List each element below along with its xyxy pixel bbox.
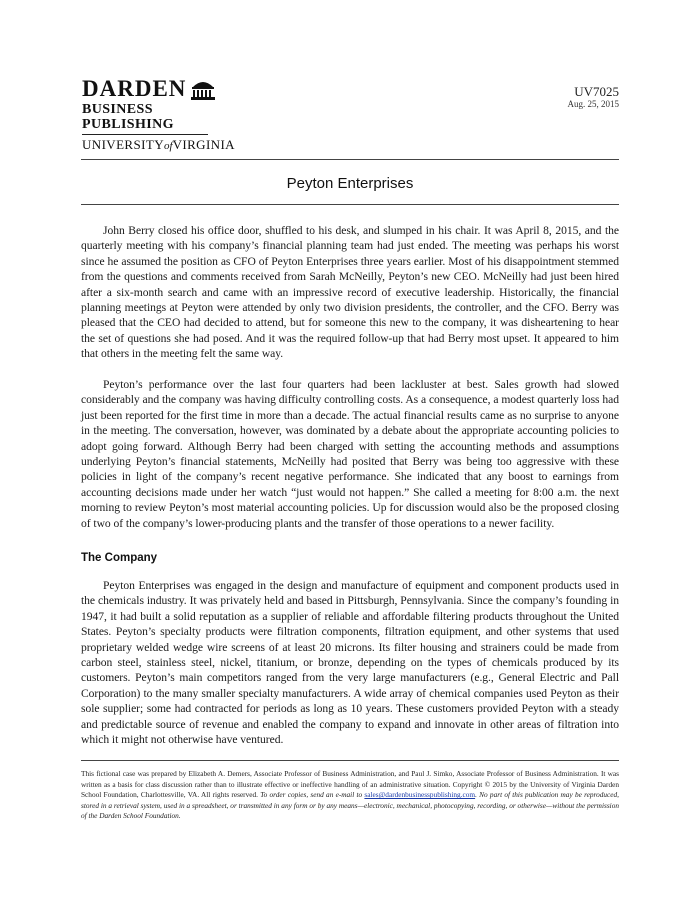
paragraph-3: Peyton Enterprises was engaged in the design and manufacture of equipment and component products used in the chemicals industry. It was privately held and based in Pittsburgh, Pennsylvania. Since the company’s founding in 1947, it had built a solid reputation as a supplier of reliable and affordable filtering products throughout the United States. Peyton’s specialty products were filtration components, filtration equipment, and other systems that used proprietary welded wedge wire screens of at least 20 microns. Its filter housing and strainers could be made from carbon steel, stainless steel, nickel, titanium, or bronze, depending on the types of chemicals produced by its customers. Peyton’s main competitors ranged from the very large manufacturers (e.g., General Electric and Pall Corporation) to the many smaller specialty manufacturers. A wide array of chemical companies used Peyton as their sole supplier; some had contracted for periods as long as 10 years. These customers provided Peyton with a steady and predictable source of revenue and enabled the company to expand and innovate in other areas of filtration into which it might not otherwise have ventured. — [81, 579, 619, 747]
case-date: Aug. 25, 2015 — [567, 99, 619, 109]
email-link[interactable]: sales@dardenbusinesspublishing.com — [364, 790, 476, 800]
title-divider — [81, 204, 619, 205]
logo-darden-text: DARDEN — [82, 76, 187, 101]
paragraph-2: Peyton’s performance over the last four quarters had been lackluster at best. Sales growth had slowed considerably and the company was having difficulty controlling costs. As a consequence, a modest quarterly loss had just been reported for the first time in more than a decade. The actual financial results came as no surprise to anyone in the meeting. The conversation, however, was dominated by a debate about the appropriate accounting policies to adopt going forward. Although Berry had been charged with setting the accounting methods and assumptions underlying Peyton’s financial statements, McNeilly had posited that Berry was being too aggressive with these policies in light of the company’s recent negative performance. She indicated that any boost to earnings from accounting decisions made under her watch “just would not happen.” She called a meeting for 8:00 a.m. the next morning to review Peyton’s most material accounting policies. Up for discussion would also be the proposed closing of two of the company’s lower-producing plants and the transfer of those operations to a newer facility. — [81, 378, 619, 530]
case-meta — [568, 84, 620, 110]
page-title: Peyton Enterprises — [286, 175, 414, 192]
footnote: This fictional case was prepared by Elizabeth A. Demers, Associate Professor of Business Administration, and Paul J. Simko, Associate Professor of Business Administration. It was written as a basis for class discussion rather than to illustrate effective or ineffective handling of an administrative situation. Copyright © 2015 by the University of Virginia Darden School Foundation, Charlottesville, VA. All rights reserved. To order copies, send an e-mail to sales@dardenbusinesspublishing.com. No part of this publication may be reproduced, stored in a retrieval system, used in a spreadsheet, or transmitted in any form or by any means—electronic, mechanical, photocopying, recording, or otherwise—without the permission of the Darden School Foundation. — [81, 769, 619, 821]
logo-business-publishing: BUSINESS PUBLISHING — [82, 102, 174, 132]
rotunda-icon — [190, 78, 216, 100]
footnote-divider — [81, 760, 619, 761]
header-divider — [81, 159, 619, 160]
logo-university: UNIVERSITYofVIRGINIA — [82, 137, 235, 152]
paragraph-1: John Berry closed his office door, shuffled to his desk, and slumped in his chair. It was April 8, 2015, and the quarterly meeting with his company’s financial planning team had just ended. The meeting was perhaps his worst since he assumed the position as CFO of Peyton Enterprises three years earlier. Most of his disappointment stemmed from the questions and comments received from Sarah McNeilly, Peyton’s new CEO. McNeilly had just been hired after a six-month search and came with an impressive record of executive leadership. Historically, the financial planning meetings at Peyton were attended by only two division presidents, the controller, and the CFO. Berry was pleased that the CEO had decided to attend, but for someone this new to the company, it was disheartening to hear the set of questions she had posed. And it was the required follow-up that had Berry most upset. It appeared to him that others in the meeting felt the same way. — [81, 224, 619, 361]
darden-logo — [82, 76, 235, 154]
case-number: UV7025 — [574, 84, 619, 99]
section-heading-company: The Company — [81, 552, 158, 564]
logo-divider — [82, 134, 208, 135]
